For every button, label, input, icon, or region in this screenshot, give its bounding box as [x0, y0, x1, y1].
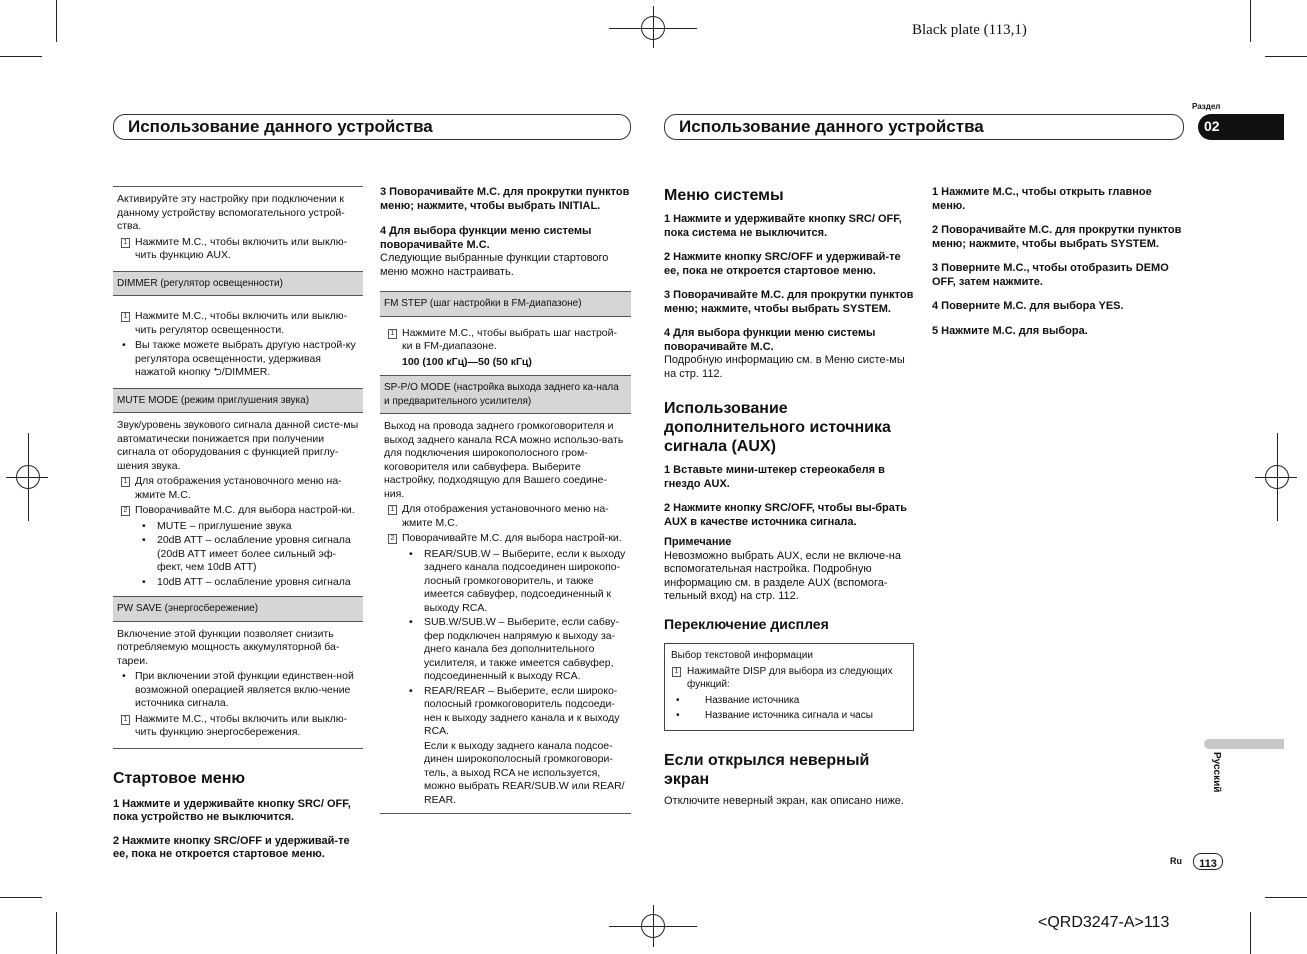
- column-2: [380, 186, 631, 814]
- crop-mark: [1250, 0, 1251, 42]
- mute-option: • MUTE – приглушение звука: [117, 520, 359, 534]
- sys-step-4-text: Подробную информацию см. в Меню систе-мы на стр. 112.: [664, 354, 905, 380]
- display-box: [664, 643, 914, 731]
- dimmer-bullet: • Вы также можете выбрать другую настрой-ку регулятора освещенности, удерживая нажатой кнопку ⮌/DIMMER.: [117, 339, 359, 380]
- step-1-icon: 1: [121, 238, 130, 248]
- step-1-icon: 1: [388, 329, 397, 339]
- mute-label: MUTE MODE (режим приглушения звука): [113, 388, 363, 413]
- wrong-screen-text: Отключите неверный экран, как описано ниже.: [664, 794, 904, 807]
- step-1-icon: 1: [121, 312, 130, 322]
- lang-code: Ru: [1170, 856, 1182, 866]
- demo-step-4: 4 Поверните M.C. для выбора YES.: [932, 300, 1124, 312]
- header-title: Использование данного устройства: [128, 117, 433, 136]
- step-2-icon: 2: [121, 506, 130, 516]
- step-1-icon: 1: [388, 505, 397, 515]
- sys-step-1: 1 Нажмите и удерживайте кнопку SRC/ OFF, пока система не выключится.: [664, 213, 902, 239]
- sp-po-label: SP-P/O MODE (настройка выхода заднего ка-нала и предварительного усилителя): [380, 375, 631, 413]
- registration-mark-icon: [16, 465, 40, 489]
- pw-save-label: PW SAVE (энергосбережение): [113, 596, 363, 621]
- crop-mark: [1250, 912, 1251, 954]
- note-text: Невозможно выбрать AUX, если не включе-на вспомогательная настройка. Подробную информацию см. в разделе AUX (вспомога-тельный вход) на стр. 112.: [664, 549, 901, 602]
- fm-step-label: FM STEP (шаг настройки в FM-диапазоне): [380, 291, 631, 316]
- crop-mark: [0, 897, 42, 898]
- display-option: • Название источника сигнала и часы: [671, 709, 907, 723]
- doc-code: <QRD3247-A>113: [1038, 914, 1170, 931]
- mute-step-2: Поворачивайте M.C. для выбора настрой-ки.: [135, 504, 355, 516]
- step-2-icon: 2: [388, 534, 397, 544]
- header-title: Использование данного устройства: [679, 117, 984, 136]
- pw-text: Включение этой функции позволяет снизить потребляемую мощность аккумуляторной ба-тареи.: [117, 627, 340, 667]
- sp-option: • REAR/REAR – Выберите, если широко-полосный громкоговоритель подсоеди-нен к выходу заднего канала и к выходу RCA.: [384, 685, 627, 739]
- column-4: [932, 186, 1182, 338]
- pw-step: Нажмите M.C., чтобы включить или выклю-чить функцию энергосбережения.: [135, 712, 348, 738]
- step-1-icon: 1: [672, 667, 681, 677]
- display-switch-title: Переключение дисплея: [664, 615, 829, 632]
- mute-step-1: Для отображения установочного меню на-жмите M.C.: [135, 475, 342, 501]
- display-box-title: Выбор текстовой информации: [671, 650, 813, 661]
- language-label: Русский: [1211, 752, 1222, 793]
- registration-mark-icon: [641, 914, 665, 938]
- section-number: 02: [1204, 118, 1220, 134]
- start-menu-title: Стартовое меню: [113, 769, 246, 787]
- crop-mark: [1265, 897, 1307, 898]
- registration-mark-icon: [641, 16, 665, 40]
- aux-title: Использование дополнительного источника сигнала (AUX): [664, 400, 891, 455]
- note-title: Примечание: [664, 536, 732, 548]
- start-step-1: 1 Нажмите и удерживайте кнопку SRC/ OFF, пока устройство не выключится.: [113, 797, 351, 823]
- mute-text: Звук/уровень звукового сигнала данной систе-мы автоматически понижается при получении сигнала от оборудования с функцией приглу-шения звука.: [117, 419, 359, 472]
- plate-label: Black plate (113,1): [912, 22, 1027, 38]
- fm-step: Нажмите M.C., чтобы выбрать шаг настрой-ки в FM-диапазоне.: [402, 326, 617, 352]
- sys-step-3: 3 Поворачивайте M.C. для прокрутки пунктов меню; нажмите, чтобы выбрать SYSTEM.: [664, 289, 914, 315]
- sp-step-1: Для отображения установочного меню на-жмите M.C.: [402, 503, 609, 529]
- aux-step-2: 2 Нажмите кнопку SRC/OFF, чтобы вы-брать AUX в качестве источника сигнала.: [664, 502, 908, 528]
- initial-step-4-text: Следующие выбранные функции стартового меню можно настраивать.: [380, 252, 609, 278]
- page-header-right: [664, 114, 1184, 140]
- sys-step-4: 4 Для выбора функции меню системы поворачивайте M.C.: [664, 327, 876, 353]
- pw-bullet: • При включении этой функции единствен-ной возможной операцией является вклю-чение источника сигнала.: [117, 670, 359, 711]
- mute-option: • 10dB ATT – ослабление уровня сигнала: [117, 576, 359, 590]
- step-1-icon: 1: [121, 715, 130, 725]
- page-number: [1193, 853, 1223, 870]
- sp-option-note: Если к выходу заднего канала подсое-динен широкополосный громкоговори-тель, а выход RCA не используется, можно выбрать REAR/SUB.W или REAR/ REAR.: [424, 739, 625, 806]
- aux-step-1: 1 Вставьте мини-штекер стереокабеля в гнездо AUX.: [664, 464, 885, 490]
- aux-intro: Активируйте эту настройку при подключении к данному устройству вспомогательного устрой-ства.: [117, 193, 345, 232]
- initial-step-4: 4 Для выбора функции меню системы поворачивайте M.C.: [380, 225, 592, 251]
- sp-option: • SUB.W/SUB.W – Выберите, если сабву-фер подключен напрямую к выходу за-днего канала без дополнительного усилителя, и также имеется сабвуфер, подсоединенный к выходу RCA.: [384, 616, 627, 684]
- crop-mark: [56, 912, 57, 954]
- fm-values: 100 (100 кГц)—50 (50 кГц): [402, 355, 532, 368]
- demo-step-3: 3 Поверните M.C., чтобы отобразить DEMO OFF, затем нажмите.: [932, 262, 1169, 288]
- demo-step-5: 5 Нажмите M.C. для выбора.: [932, 324, 1088, 337]
- page-header-left: [113, 114, 631, 140]
- section-tab: [1198, 114, 1284, 140]
- sys-step-2: 2 Нажмите кнопку SRC/OFF и удерживай-те ее, пока не откроется стартовое меню.: [664, 251, 901, 277]
- page-number-text: 113: [1199, 858, 1217, 870]
- crop-mark: [1265, 56, 1307, 57]
- section-label: Раздел: [1192, 102, 1221, 111]
- language-tab: [1204, 739, 1284, 749]
- column-1: [113, 186, 363, 862]
- wrong-screen-title: Если открылся неверный экран: [664, 751, 870, 788]
- mute-option: • 20dB ATT – ослабление уровня сигнала (20dB ATT имеет более сильный эф-фект, чем 10dB ATT): [117, 534, 359, 575]
- display-option: • Название источника: [671, 694, 907, 708]
- initial-step-3: 3 Поворачивайте M.C. для прокрутки пунктов меню; нажмите, чтобы выбрать INITIAL.: [380, 186, 630, 212]
- demo-step-1: 1 Нажмите M.C., чтобы открыть главное меню.: [932, 186, 1152, 212]
- dimmer-label: DIMMER (регулятор освещенности): [113, 271, 363, 296]
- display-step: Нажимайте DISP для выбора из следующих функций:: [687, 665, 893, 690]
- dimmer-step: Нажмите M.C., чтобы включить или выклю-чить регулятор освещенности.: [135, 310, 348, 336]
- step-1-icon: 1: [121, 477, 130, 487]
- start-step-2: 2 Нажмите кнопку SRC/OFF и удерживай-те ее, пока не откроется стартовое меню.: [113, 834, 350, 860]
- sp-option: • REAR/SUB.W – Выберите, если к выходу заднего канала подсоединен широкопо-лосный громкоговоритель, и также имеется сабвуфер, подсоединенный к выходу RCA.: [384, 548, 627, 616]
- sp-text: Выход на провода заднего громкоговорителя и выход заднего канала RCA можно использо-вать для подключения широкополосного гром-коговорителя или сабвуфера. Выберите настройку, подходящую для Вашего соедине-ния.: [384, 420, 624, 500]
- sp-step-2: Поворачивайте M.C. для выбора настрой-ки.: [402, 532, 622, 544]
- registration-mark-icon: [1265, 465, 1289, 489]
- aux-step: Нажмите M.C., чтобы включить или выклю-чить функцию AUX.: [135, 235, 348, 261]
- demo-step-2: 2 Поворачивайте M.C. для прокрутки пунктов меню; нажмите, чтобы выбрать SYSTEM.: [932, 224, 1182, 250]
- column-3: [664, 186, 914, 808]
- system-menu-title: Меню системы: [664, 187, 784, 204]
- crop-mark: [56, 0, 57, 42]
- crop-mark: [0, 56, 42, 57]
